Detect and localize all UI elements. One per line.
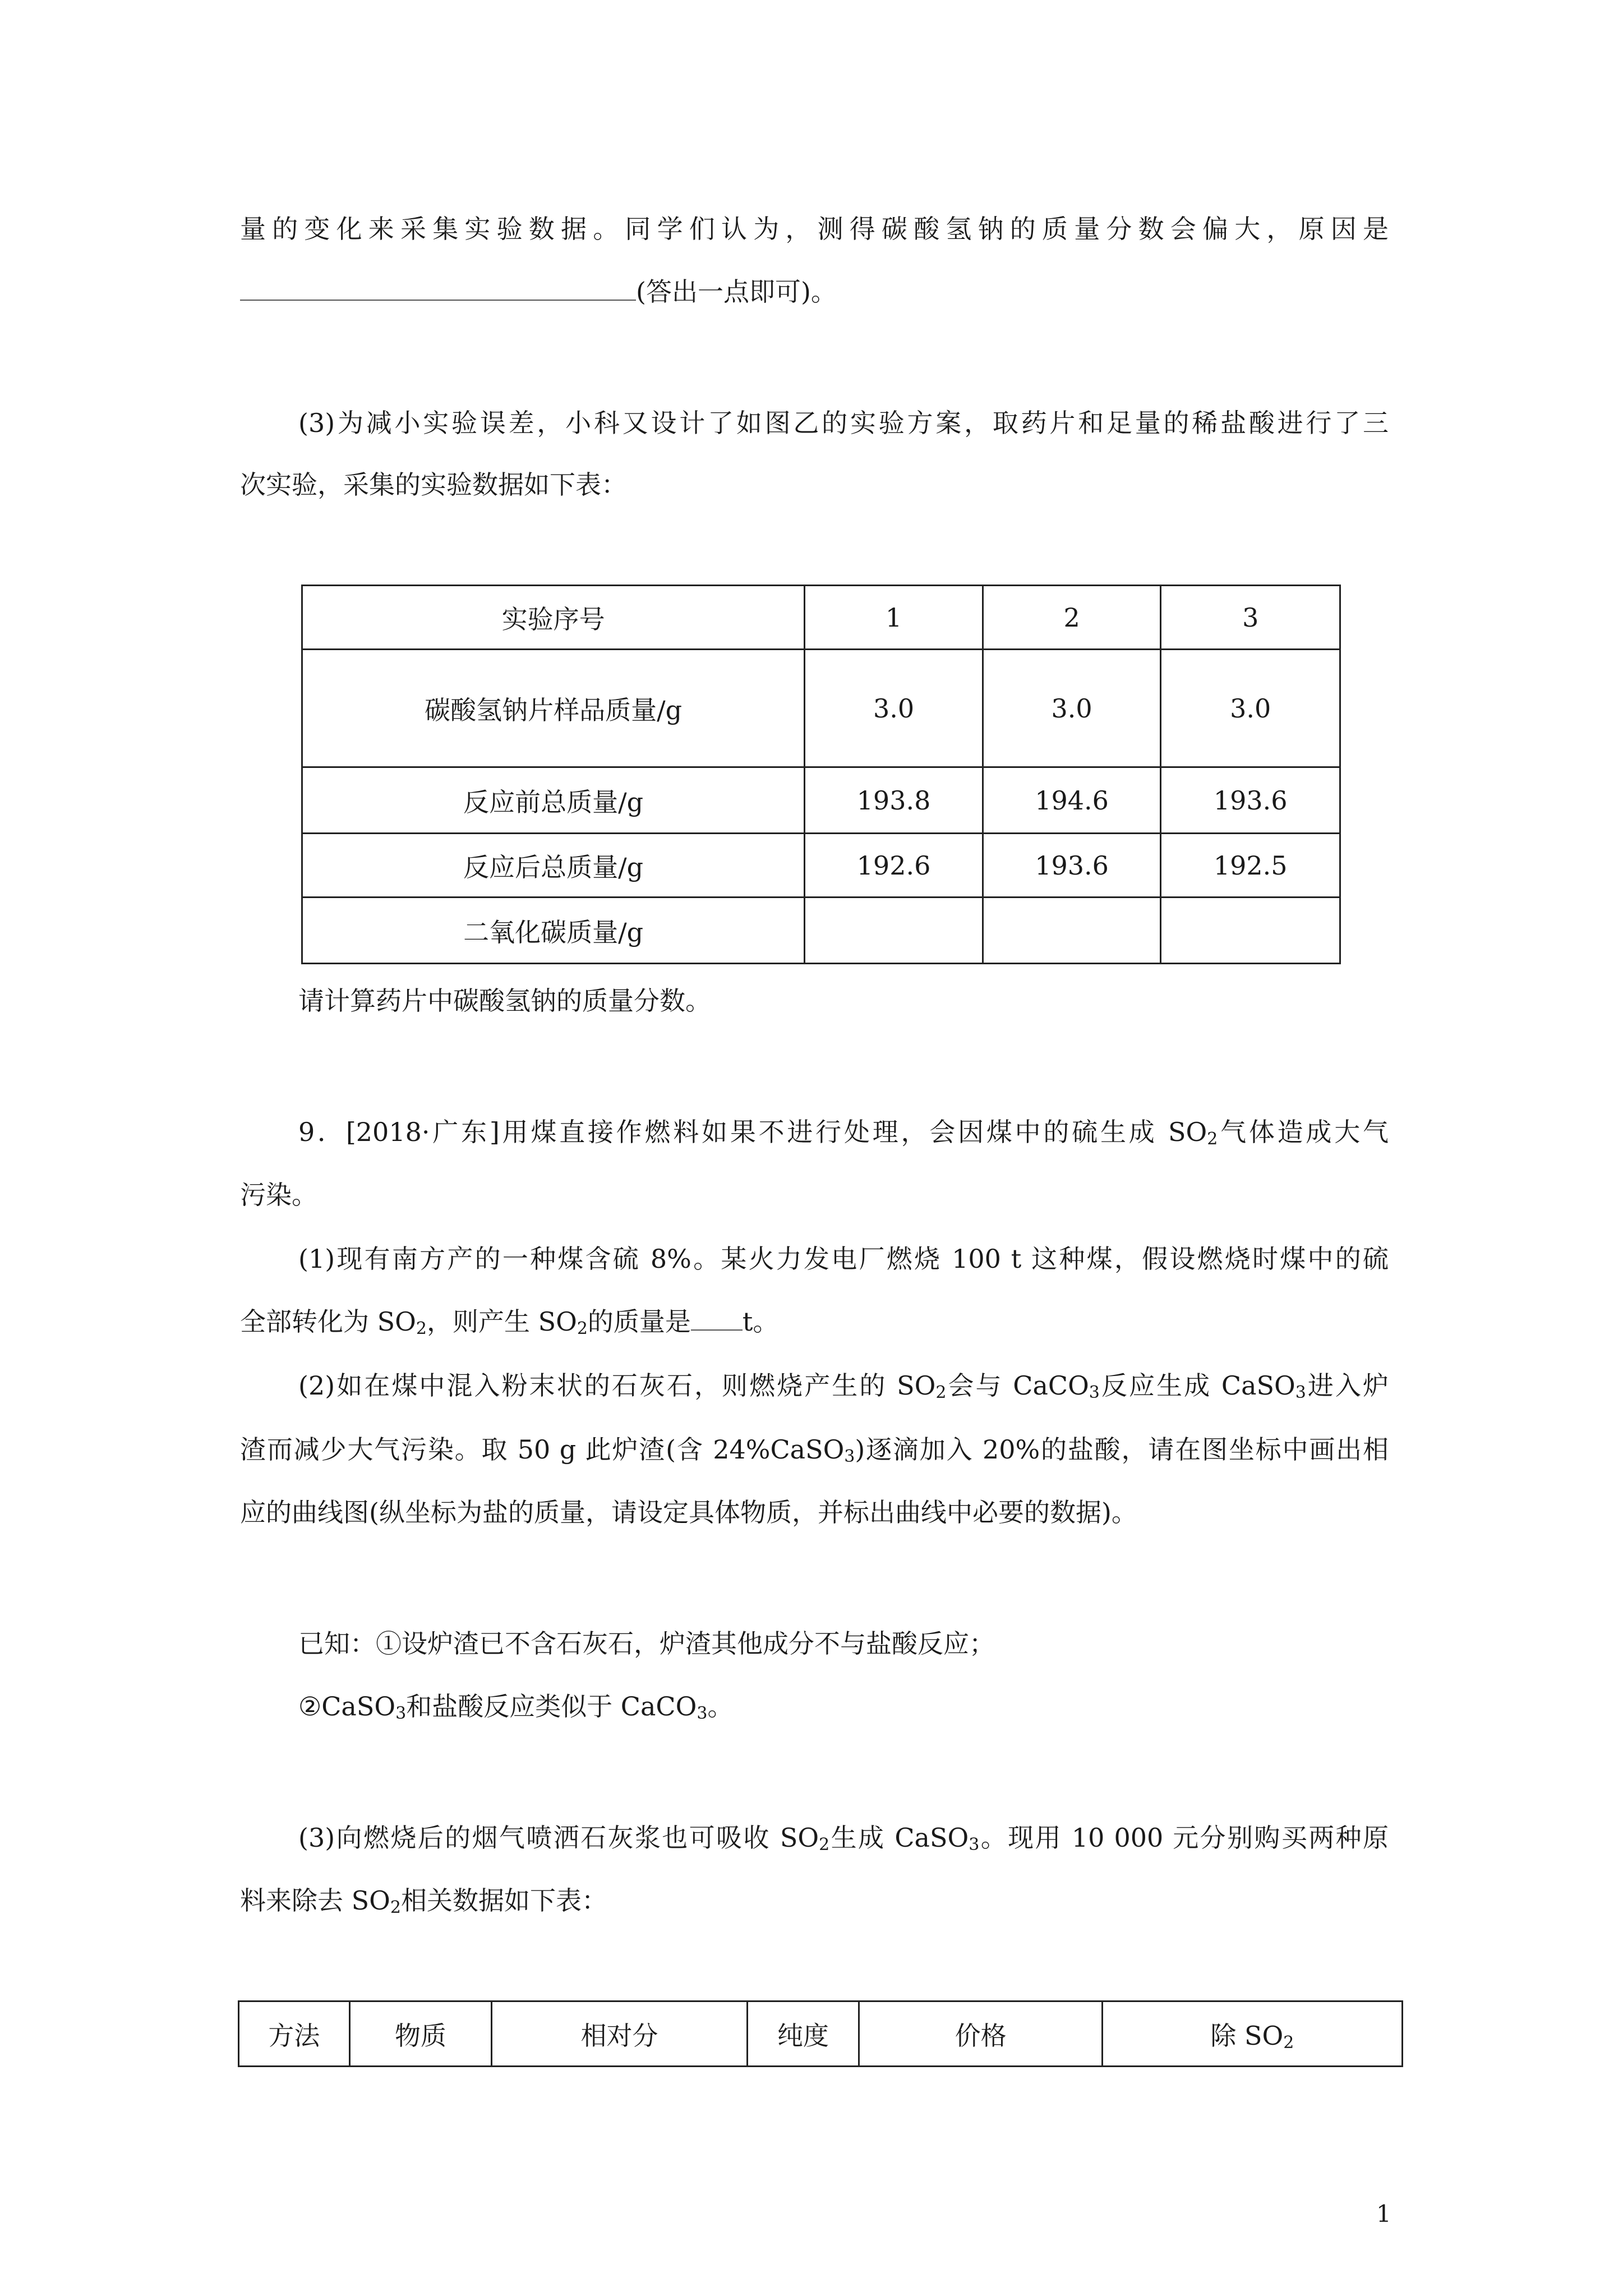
table-cell: 194.6	[983, 767, 1161, 834]
q9-part1-text: 的质量是	[587, 1306, 691, 1337]
table-cell: 反应后总质量/g	[302, 834, 805, 898]
answer-blank[interactable]	[691, 1305, 743, 1331]
table-header-text: 除 SO	[1210, 2020, 1284, 2051]
q9-part2-line2	[240, 1433, 1389, 1466]
table-header-cell: 1	[805, 586, 983, 650]
q9-part1-text: t。	[742, 1306, 779, 1337]
table-header-cell: 价格	[859, 2001, 1102, 2067]
subscript: 3	[697, 1704, 708, 1723]
table-cell[interactable]	[983, 898, 1161, 964]
subscript: 2	[819, 1835, 830, 1855]
subscript: 3	[1089, 1383, 1100, 1402]
table-cell[interactable]	[1161, 898, 1340, 964]
table-cell: 3.0	[805, 650, 983, 767]
subscript: 2	[577, 1319, 588, 1338]
table-header-cell: 实验序号	[302, 586, 805, 650]
table-cell: 碳酸氢钠片样品质量/g	[302, 650, 805, 767]
subscript: 3	[969, 1835, 980, 1855]
q9-part2-text: (2)如在煤中混入粉末状的石灰石，则燃烧产生的 SO	[298, 1370, 936, 1401]
table-header-cell: 3	[1161, 586, 1340, 650]
table-cell: 3.0	[983, 650, 1161, 767]
q9-line2: 污染。	[240, 1180, 317, 1210]
subscript: 3	[844, 1447, 855, 1466]
q8-part3-line1: (3)为减小实验误差，小科又设计了如图乙的实验方案，取药片和足量的稀盐酸进行了三	[298, 408, 1389, 438]
subscript: 2	[1283, 2032, 1294, 2053]
q8-part3-line2: 次实验，采集的实验数据如下表：	[240, 470, 627, 500]
table-row	[302, 650, 1340, 767]
table-header-row	[302, 586, 1340, 650]
experiment-data-table	[301, 585, 1341, 964]
q9-known-text: 。	[707, 1691, 734, 1722]
q9-part2-text: 渣而减少大气污染。取 50 g 此炉渣(含 24%CaSO	[240, 1434, 845, 1465]
q8-line2-tail: (答出一点即可)。	[636, 277, 837, 307]
q9-part3-text: 料来除去 SO	[240, 1885, 390, 1916]
table-header-row	[239, 2001, 1403, 2067]
subscript: 3	[1295, 1383, 1306, 1402]
subscript: 2	[390, 1898, 401, 1917]
q9-part2-text: )逐滴加入 20%的盐酸，请在图坐标中画出相	[855, 1434, 1389, 1465]
q9-part3-line2	[240, 1884, 607, 1917]
q9-part1-text: ，则产生 SO	[426, 1306, 577, 1337]
table-row	[302, 898, 1340, 964]
table-cell: 193.6	[983, 834, 1161, 898]
page-number: 1	[1376, 2200, 1391, 2228]
table-header-cell: 相对分	[492, 2001, 747, 2067]
q9-part1-text: 全部转化为 SO	[240, 1306, 416, 1337]
q9-line1-a: 9．[2018·广东]用煤直接作燃料如果不进行处理，会因煤中的硫生成 SO	[298, 1117, 1207, 1147]
q9-known2	[298, 1690, 733, 1723]
q8-ask: 请计算药片中碳酸氢钠的质量分数。	[298, 986, 711, 1016]
q9-part1-line2	[240, 1305, 778, 1338]
q9-line1	[298, 1115, 1389, 1149]
q9-part3-text: (3)向燃烧后的烟气喷洒石灰浆也可吸收 SO	[298, 1823, 819, 1853]
q9-part3-text: 生成 CaSO	[829, 1823, 969, 1853]
desulfurization-table	[238, 2000, 1403, 2067]
table-cell: 192.5	[1161, 834, 1340, 898]
q9-known1: 已知：①设炉渣已不含石灰石，炉渣其他成分不与盐酸反应；	[298, 1628, 995, 1659]
answer-blank[interactable]	[240, 275, 636, 301]
table-cell[interactable]	[805, 898, 983, 964]
q9-part2-text: 反应生成 CaSO	[1099, 1370, 1295, 1401]
table-cell: 193.8	[805, 767, 983, 834]
table-header-cell: 2	[983, 586, 1161, 650]
q9-part2-line1	[298, 1369, 1389, 1402]
table-cell: 反应前总质量/g	[302, 767, 805, 834]
subscript: 2	[935, 1383, 947, 1402]
q9-part3-line1	[298, 1821, 1389, 1855]
table-header-cell	[1102, 2001, 1402, 2067]
q9-part3-text: 。现用 10 000 元分别购买两种原	[979, 1823, 1389, 1853]
q8-line1: 量的变化来采集实验数据。同学们认为，测得碳酸氢钠的质量分数会偏大，原因是	[240, 214, 1389, 244]
table-row	[302, 767, 1340, 834]
table-cell: 192.6	[805, 834, 983, 898]
table-cell: 3.0	[1161, 650, 1340, 767]
q9-part3-text: 相关数据如下表：	[400, 1885, 607, 1916]
subscript: 2	[416, 1319, 427, 1338]
table-cell: 193.6	[1161, 767, 1340, 834]
table-header-cell: 纯度	[747, 2001, 859, 2067]
q9-part2-line3: 应的曲线图(纵坐标为盐的质量，请设定具体物质，并标出曲线中必要的数据)。	[240, 1497, 1137, 1527]
subscript: 3	[395, 1704, 407, 1723]
table-cell: 二氧化碳质量/g	[302, 898, 805, 964]
table-header-cell: 物质	[349, 2001, 492, 2067]
q9-part1-line1: (1)现有南方产的一种煤含硫 8%。某火力发电厂燃烧 100 t 这种煤，假设燃烧时煤中的硫	[298, 1244, 1389, 1274]
q9-part2-text: 会与 CaCO	[946, 1370, 1089, 1401]
q9-known-text: ②CaSO	[298, 1691, 396, 1722]
q9-part2-text: 进入炉	[1306, 1370, 1389, 1401]
table-row	[302, 834, 1340, 898]
q8-line2	[240, 275, 837, 309]
subscript: 2	[1207, 1129, 1218, 1149]
q9-line1-b: 气体造成大气	[1218, 1117, 1389, 1147]
q9-known-text: 和盐酸反应类似于 CaCO	[406, 1691, 697, 1722]
table-header-cell: 方法	[239, 2001, 350, 2067]
